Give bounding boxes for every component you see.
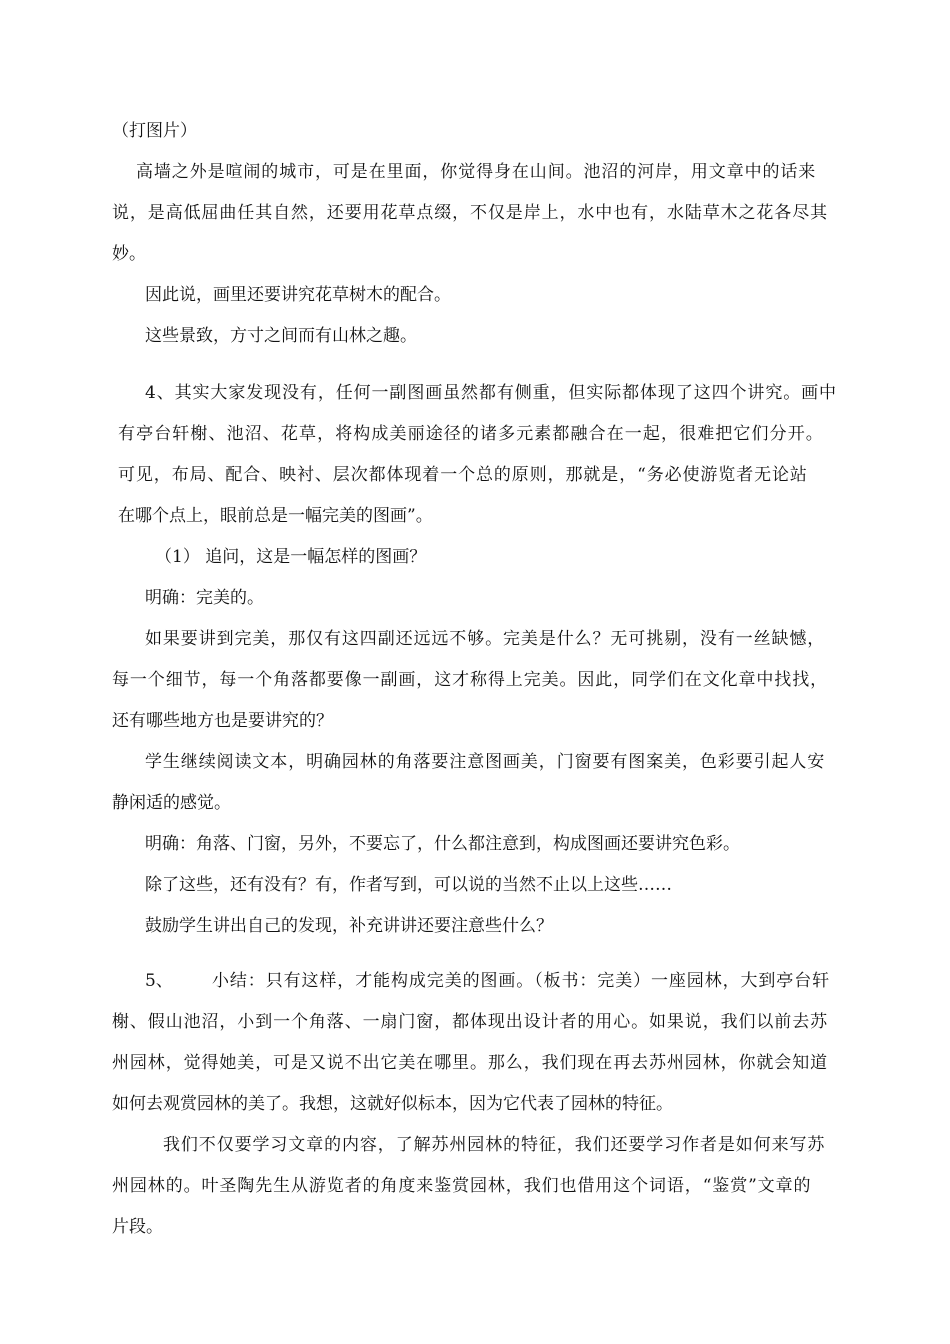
text-line: （打图片） [112, 121, 197, 141]
text-line: 说，是高低屈曲任其自然，还要用花草点缀，不仅是岸上，水中也有，水陆草木之花各尽其 [112, 203, 828, 223]
text-line: 除了这些，还有没有？有，作者写到，可以说的当然不止以上这些…… [145, 875, 672, 895]
text-line: 如何去观赏园林的美了。我想，这就好似标本，因为它代表了园林的特征。 [112, 1094, 673, 1114]
text-line: 每一个细节，每一个角落都要像一副画，这才称得上完美。因此，同学们在文化章中找找， [112, 670, 828, 690]
text-line: 这些景致，方寸之间而有山林之趣。 [145, 326, 417, 346]
text-line: 片段。 [112, 1217, 163, 1237]
text-line: 小结：只有这样，才能构成完美的图画。（板书：完美）一座园林，大到亭台轩 [212, 971, 830, 991]
text-line: 可见，布局、配合、映衬、层次都体现着一个总的原则，那就是，“务必使游览者无论站 [118, 465, 808, 485]
text-line: 静闲适的感觉。 [112, 793, 231, 813]
text-line: 州园林的。叶圣陶先生从游览者的角度来鉴赏园林，我们也借用这个词语，“鉴赏”文章的 [112, 1176, 812, 1196]
text-line: 如果要讲到完美，那仅有这四副还远远不够。完美是什么？无可挑剔，没有一丝缺憾， [145, 629, 826, 649]
text-line: 榭、假山池沼，小到一个角落、一扇门窗，都体现出设计者的用心。如果说，我们以前去苏 [112, 1012, 828, 1032]
section-number: 5、 [145, 971, 173, 991]
text-line: 有亭台轩榭、池沼、花草，将构成美丽途径的诸多元素都融合在一起，很难把它们分开。 [118, 424, 824, 444]
text-line: 学生继续阅读文本，明确园林的角落要注意图画美，门窗要有图案美，色彩要引起人安 [145, 752, 826, 772]
text-line: （1） 追问，这是一幅怎样的图画？ [155, 547, 427, 567]
text-line: 州园林，觉得她美，可是又说不出它美在哪里。那么，我们现在再去苏州园林，你就会知道 [112, 1053, 828, 1073]
text-line: 我们不仅要学习文章的内容，了解苏州园林的特征，我们还要学习作者是如何来写苏 [163, 1135, 826, 1155]
text-line: 鼓励学生讲出自己的发现，补充讲讲还要注意些什么？ [145, 916, 553, 936]
text-line: 还有哪些地方也是要讲究的？ [112, 711, 333, 731]
text-line: 明确：角落、门窗，另外，不要忘了，什么都注意到，构成图画还要讲究色彩。 [145, 834, 740, 854]
text-line: 明确：完美的。 [145, 588, 264, 608]
text-line: 高墙之外是喧闹的城市，可是在里面，你觉得身在山间。池沼的河岸，用文章中的话来 [136, 162, 817, 182]
text-line: 因此说，画里还要讲究花草树木的配合。 [145, 285, 451, 305]
text-line: 妙。 [112, 244, 146, 264]
text-line: 在哪个点上，眼前总是一幅完美的图画”。 [118, 506, 433, 526]
text-line: 4、其实大家发现没有，任何一副图画虽然都有侧重，但实际都体现了这四个讲究。画中 [145, 383, 837, 403]
